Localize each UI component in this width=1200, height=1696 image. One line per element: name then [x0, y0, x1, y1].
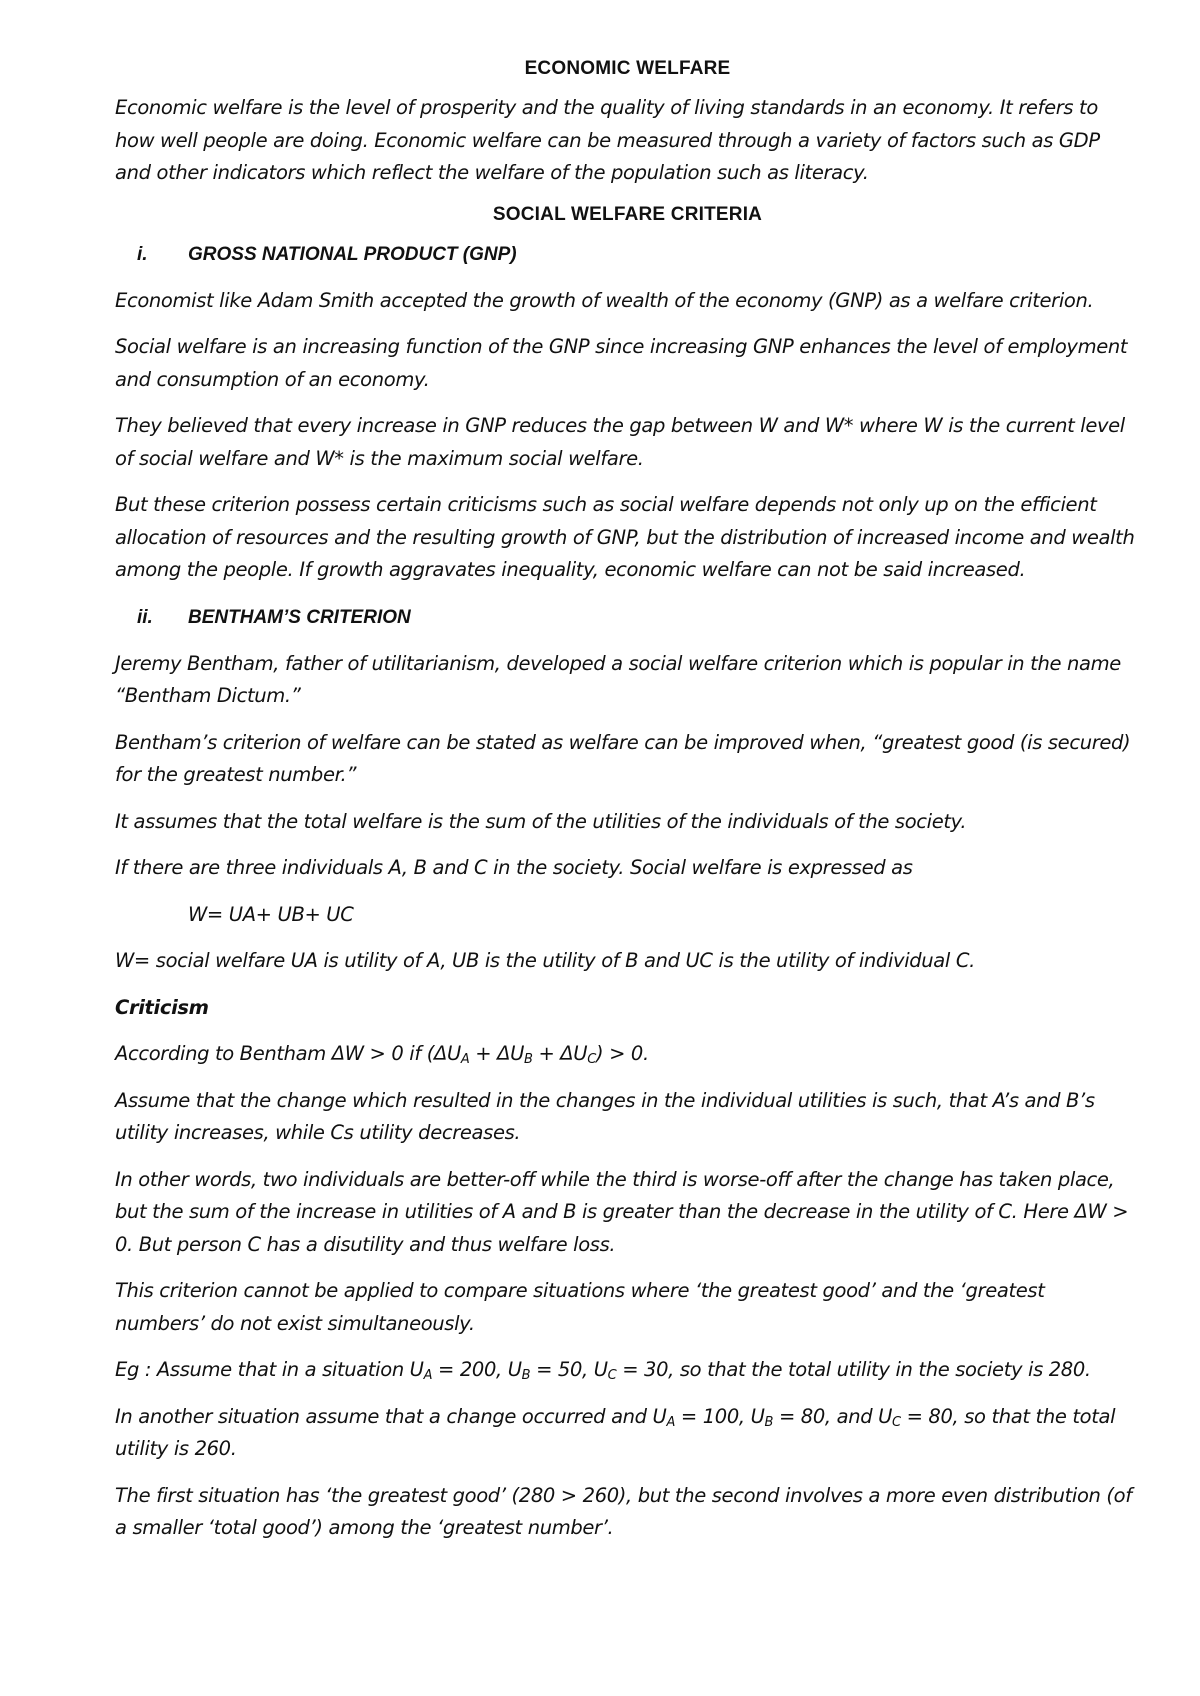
eq-text: ) > 0.	[595, 1042, 649, 1065]
bentham-paragraph-1: Jeremy Bentham, father of utilitarianism, developed a social welfare criterion which is popular in the name “Bentham Dictum.”	[115, 651, 1121, 707]
criticism-paragraph-4: The first situation has ‘the greatest good’ (280 > 260), but the second involves a more even distribution (of a smaller ‘total good’) among the ‘greatest number’.	[115, 1483, 1132, 1539]
page-title: ECONOMIC WELFARE	[524, 58, 731, 79]
example-sub: B	[521, 1368, 531, 1383]
example-sub: A	[423, 1368, 433, 1383]
bentham-paragraph-2: Bentham’s criterion of welfare can be stated as welfare can be improved when, “greatest good (is secured) for the greatest number.”	[115, 730, 1131, 786]
gnp-heading	[115, 238, 1140, 271]
example-sub: B	[764, 1414, 774, 1430]
example-sub: C	[892, 1414, 901, 1430]
example-sub: C	[607, 1368, 617, 1383]
example-text: = 80, and U	[773, 1404, 892, 1428]
bentham-paragraph-3: It assumes that the total welfare is the sum of the utilities of the individuals of the society.	[115, 809, 967, 833]
example-1	[115, 1354, 1140, 1387]
bentham-paragraph-5: W= social welfare UA is utility of A, UB is the utility of B and UC is the utility of individual C.	[115, 949, 975, 972]
welfare-formula: W= UA+ UB+ UC	[188, 902, 354, 926]
example-sub: A	[666, 1414, 676, 1430]
gnp-paragraph-3: They believed that every increase in GNP reduces the gap between W and W* where W is the current level of social welfare and W* is the maximum social welfare.	[115, 414, 1125, 470]
criticism-paragraph-1: Assume that the change which resulted in the changes in the individual utilities is such, that A’s and B’s utility increases, while Cs utility decreases.	[115, 1088, 1095, 1144]
example-text: In another situation assume that a change occurred and U	[115, 1404, 667, 1428]
eq-text: + ΔU	[469, 1042, 525, 1065]
example-text: = 100, U	[675, 1404, 765, 1428]
example-text: = 30, so that the total utility in the society is 280.	[616, 1358, 1091, 1381]
criticism-heading: Criticism	[115, 995, 209, 1019]
gnp-heading-text: GROSS NATIONAL PRODUCT (GNP)	[188, 243, 517, 265]
bentham-paragraph-4: If there are three individuals A, B and C in the society. Social welfare is expressed as	[115, 856, 913, 879]
section-title: SOCIAL WELFARE CRITERIA	[492, 203, 763, 225]
eq-sub-a: A	[460, 1052, 470, 1067]
gnp-paragraph-4: But these criterion possess certain criticisms such as social welfare depends not only up on the efficient allocation of resources and the resulting growth of GNP, but the distribution of increased income and wealth among the people. If growth aggravates inequality, economic welfare can not be said increased.	[115, 493, 1135, 581]
bentham-heading	[115, 601, 1140, 634]
gnp-heading-number: i.	[137, 243, 148, 265]
criticism-equation	[115, 1038, 1140, 1071]
intro-paragraph: Economic welfare is the level of prosperity and the quality of living standards in an economy. It refers to how well people are doing. Economic welfare can be measured through a variety of factors such as GDP and other indicators which reflect the welfare of the population such as literacy.	[115, 96, 1100, 184]
criticism-paragraph-3: This criterion cannot be applied to compare situations where ‘the greatest good’ and the ‘greatest numbers’ do not exist simultaneously.	[115, 1279, 1045, 1335]
example-text: = 80, so that the total utility is 260.	[115, 1404, 1116, 1460]
eq-text: + ΔU	[532, 1042, 588, 1065]
eq-sub-c: C	[587, 1052, 596, 1067]
criticism-paragraph-2: In other words, two individuals are better-off while the third is worse-off after the change has taken place, but the sum of the increase in utilities of A and B is greater than the decrease in the utility of C. Here ΔW > 0. But person C has a disutility and thus welfare loss.	[115, 1167, 1129, 1256]
bentham-heading-text: BENTHAM’S CRITERION	[188, 606, 411, 628]
example-text: = 200, U	[432, 1358, 522, 1381]
gnp-paragraph-2: Social welfare is an increasing function of the GNP since increasing GNP enhances the level of employment and consumption of an economy.	[115, 335, 1128, 391]
example-2	[115, 1401, 1140, 1466]
gnp-paragraph-1: Economist like Adam Smith accepted the growth of wealth of the economy (GNP) as a welfare criterion.	[115, 288, 1094, 312]
example-text: = 50, U	[530, 1358, 608, 1381]
example-text: Eg : Assume that in a situation U	[115, 1358, 424, 1381]
eq-text: According to Bentham ΔW > 0 if (ΔU	[115, 1042, 461, 1065]
bentham-heading-number: ii.	[137, 606, 153, 628]
eq-sub-b: B	[524, 1052, 533, 1067]
